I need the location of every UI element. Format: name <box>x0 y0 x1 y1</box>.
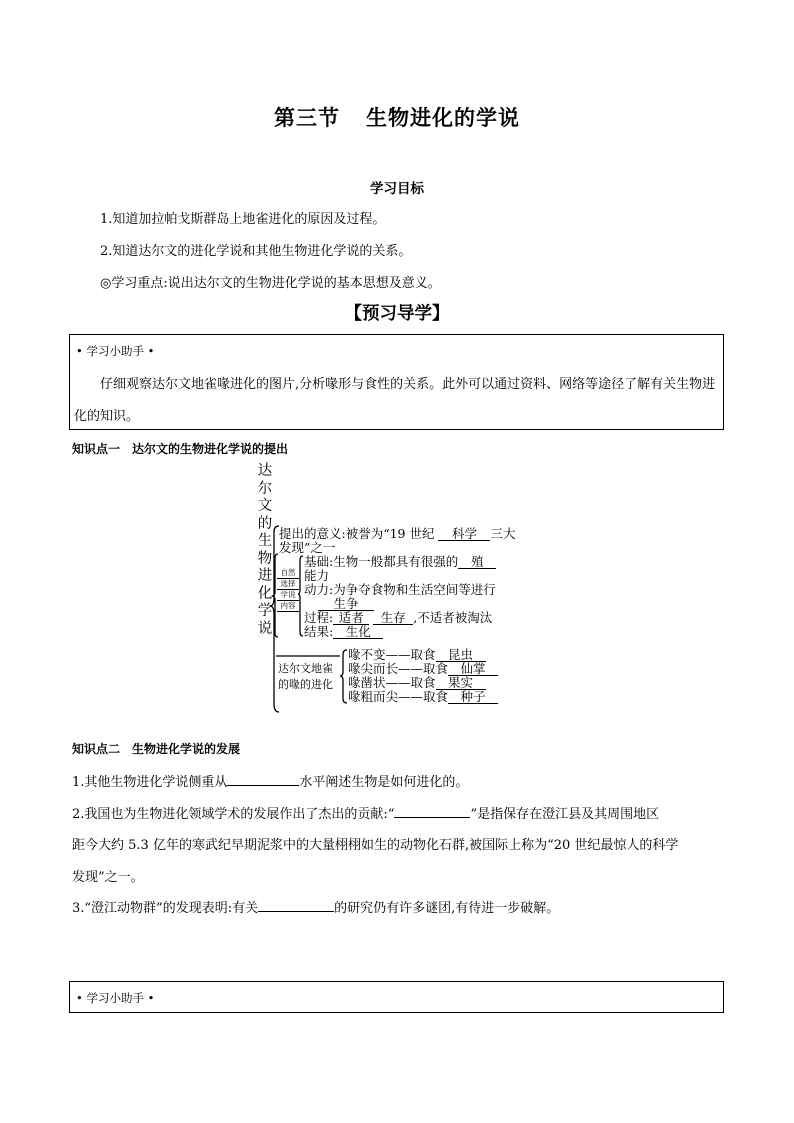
finch-row: 喙尖而长——取食 仙掌 <box>348 662 498 676</box>
finch-label: 达尔文地雀 的喙的进化 <box>278 662 333 691</box>
significance-line-2: 发现”之一 <box>279 540 336 555</box>
objective-item-1: 1.知道加拉帕戈斯群岛上地雀进化的原因及过程。 <box>100 212 386 227</box>
question-1: 1.其他生物进化学说侧重从 水平阐述生物是如何进化的。 <box>72 775 469 790</box>
finch-row: 喙粗而尖——取食 种子 <box>348 690 498 704</box>
answer-blank[interactable] <box>394 805 470 818</box>
helper-box-text: 仔细观察达尔文地雀喙进化的图片,分析喙形与食性的关系。此外可以通过资料、网络等途径了解有关生物进化的知识。 <box>74 377 716 424</box>
basis-line-2: 能力 <box>304 568 330 583</box>
finch-row: 喙不变——取食 昆虫 <box>348 648 486 662</box>
question-3: 3.“澄江动物群”的发现表明:有关 的研究仍有许多谜团,有待进一步破解。 <box>72 901 560 916</box>
basis-line: 基础:生物一般都具有很强的 殖 <box>304 555 496 569</box>
natural-selection-label: 自然 选择 学说 内容 <box>277 568 299 612</box>
blank-answer: 科学 <box>438 527 490 541</box>
power-answer: 生争 <box>318 597 374 611</box>
preview-heading: 【预习导学】 <box>344 304 450 324</box>
result-line: 结果: 生化 <box>304 625 383 639</box>
question-2-line-3: 发现”之一。 <box>72 870 144 885</box>
objective-item-2: 2.知道达尔文的进化学说和其他生物进化学说的关系。 <box>100 244 412 259</box>
question-2-line-2: 距今大约 5.3 亿年的寒武纪早期泥浆中的大量栩栩如生的动物化石群,被国际上称为“20 世纪最惊人的科学 <box>72 838 679 853</box>
objectives-heading: 学习目标 <box>370 181 424 197</box>
helper-box-header: • 学习小助手 • <box>76 344 155 358</box>
blank-answer: 适者 <box>333 611 369 625</box>
answer-blank[interactable] <box>258 899 334 912</box>
power-line: 动力:为争夺食物和生活空间等进行 <box>304 582 496 597</box>
finch-row: 喙凿状——取食 果实 <box>348 676 486 690</box>
process-line: 过程: 适者 生存 ,不适者被淘汰 <box>304 610 493 625</box>
title-text: 生物进化的学说 <box>366 106 520 130</box>
key-point: ◎学习重点:说出达尔文的生物进化学说的基本思想及意义。 <box>100 276 441 291</box>
diagram-vertical-title: 达尔文的生物进化学说 <box>257 463 273 637</box>
blank-answer: 生化 <box>333 625 383 639</box>
helper-box-header: • 学习小助手 • <box>76 991 155 1005</box>
blank-answer: 殖 <box>458 555 496 569</box>
answer-blank[interactable] <box>227 773 299 786</box>
significance-line: 提出的意义:被誉为“19 世纪 科学 三大 <box>279 526 516 541</box>
knowledge-point-2-title: 知识点二 生物进化学说的发展 <box>72 742 241 756</box>
helper-box-2 <box>69 981 724 1013</box>
knowledge-point-1-title: 知识点一 达尔文的生物进化学说的提出 <box>72 442 289 456</box>
question-2: 2.我国也为生物进化领域学术的发展作出了杰出的贡献:“ ”是指保存在澄江县及其周围地区 <box>72 807 660 822</box>
blank-answer: 生存 <box>373 611 413 625</box>
title-section-number: 第三节 <box>274 106 340 130</box>
